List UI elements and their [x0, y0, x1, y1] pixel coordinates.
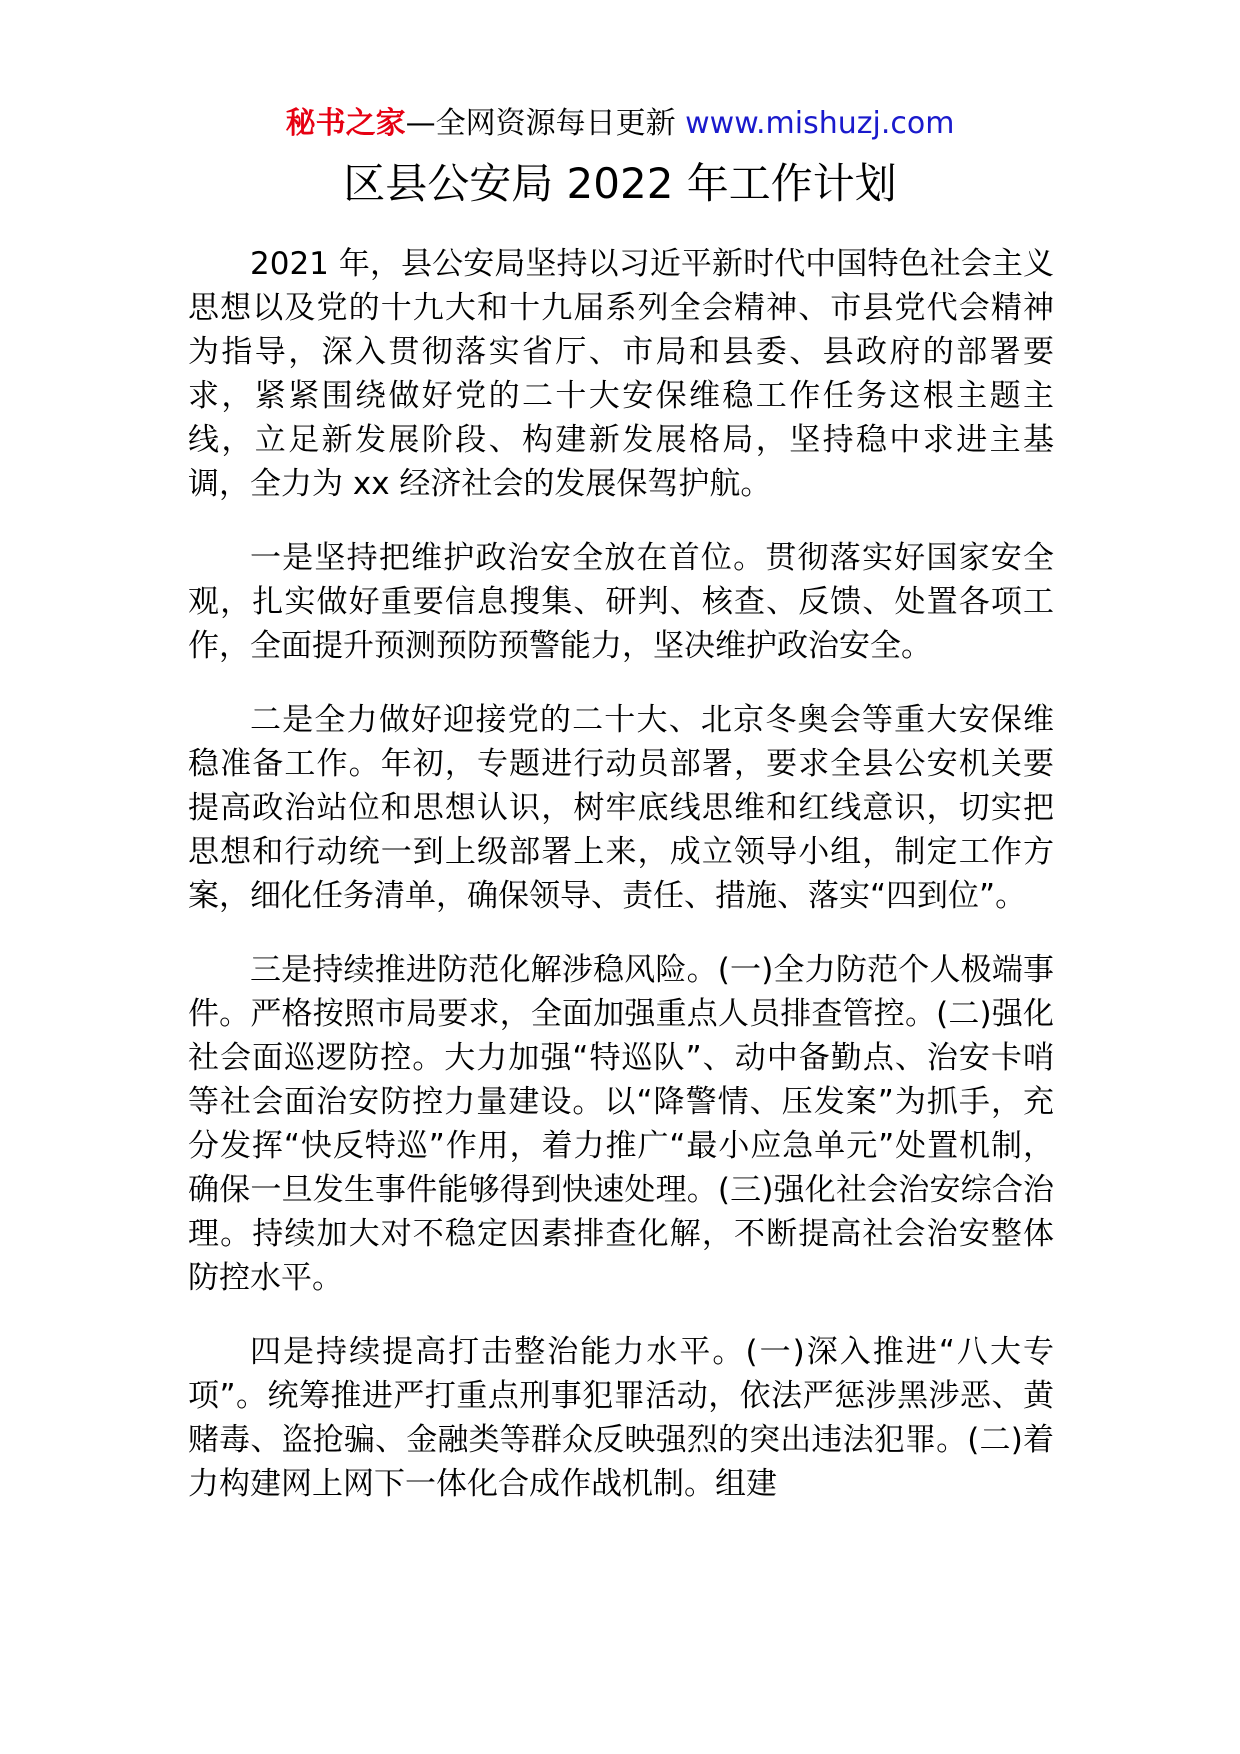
- header-tagline: —全网资源每日更新: [405, 106, 676, 141]
- site-header: [0, 102, 1240, 146]
- paragraph-risk-prevention: 三是持续推进防范化解涉稳风险。(一)全力防范个人极端事件。严格按照市局要求，全面加强重点人员排查管控。(二)强化社会面巡逻防控。大力加强“特巡队”、动中备勤点、治安卡哨等社会面治安防控力量建设。以“降警情、压发案”为抓手，充分发挥“快反特巡”作用，着力推广“最小应急单元”处置机制，确保一旦发生事件能够得到快速处理。(三)强化社会治安综合治理。持续加大对不稳定因素排查化解，不断提高社会治安整体防控水平。: [188, 952, 1054, 1296]
- document-title: 区县公安局 2022 年工作计划: [343, 159, 897, 208]
- paragraph-crackdown: 四是持续提高打击整治能力水平。(一)深入推进“八大专项”。统筹推进严打重点刑事犯罪活动，依法严惩涉黑涉恶、黄赌毒、盗抢骗、金融类等群众反映强烈的突出违法犯罪。(二)着力构建网上网下一体化合成作战机制。组建: [188, 1334, 1054, 1502]
- paragraph-security-preparation: 二是全力做好迎接党的二十大、北京冬奥会等重大安保维稳准备工作。年初，专题进行动员部署，要求全县公安机关要提高政治站位和思想认识，树牢底线思维和红线意识，切实把思想和行动统一到上级部署上来，成立领导小组，制定工作方案，细化任务清单，确保领导、责任、措施、落实“四到位”。: [188, 702, 1054, 914]
- paragraph-intro: 2021 年，县公安局坚持以习近平新时代中国特色社会主义思想以及党的十九大和十九届系列全会精神、市县党代会精神为指导，深入贯彻落实省厅、市局和县委、县政府的部署要求，紧紧围绕做好党的二十大安保维稳工作任务这根主题主线，立足新发展阶段、构建新发展格局，坚持稳中求进主基调，全力为 xx 经济社会的发展保驾护航。: [188, 246, 1054, 502]
- paragraph-political-security: 一是坚持把维护政治安全放在首位。贯彻落实好国家安全观，扎实做好重要信息搜集、研判、核查、反馈、处置各项工作，全面提升预测预防预警能力，坚决维护政治安全。: [188, 540, 1054, 664]
- document-body: [188, 242, 1054, 1536]
- brand-name: 秘书之家: [285, 106, 406, 141]
- site-url-link[interactable]: www.mishuzj.com: [685, 106, 955, 141]
